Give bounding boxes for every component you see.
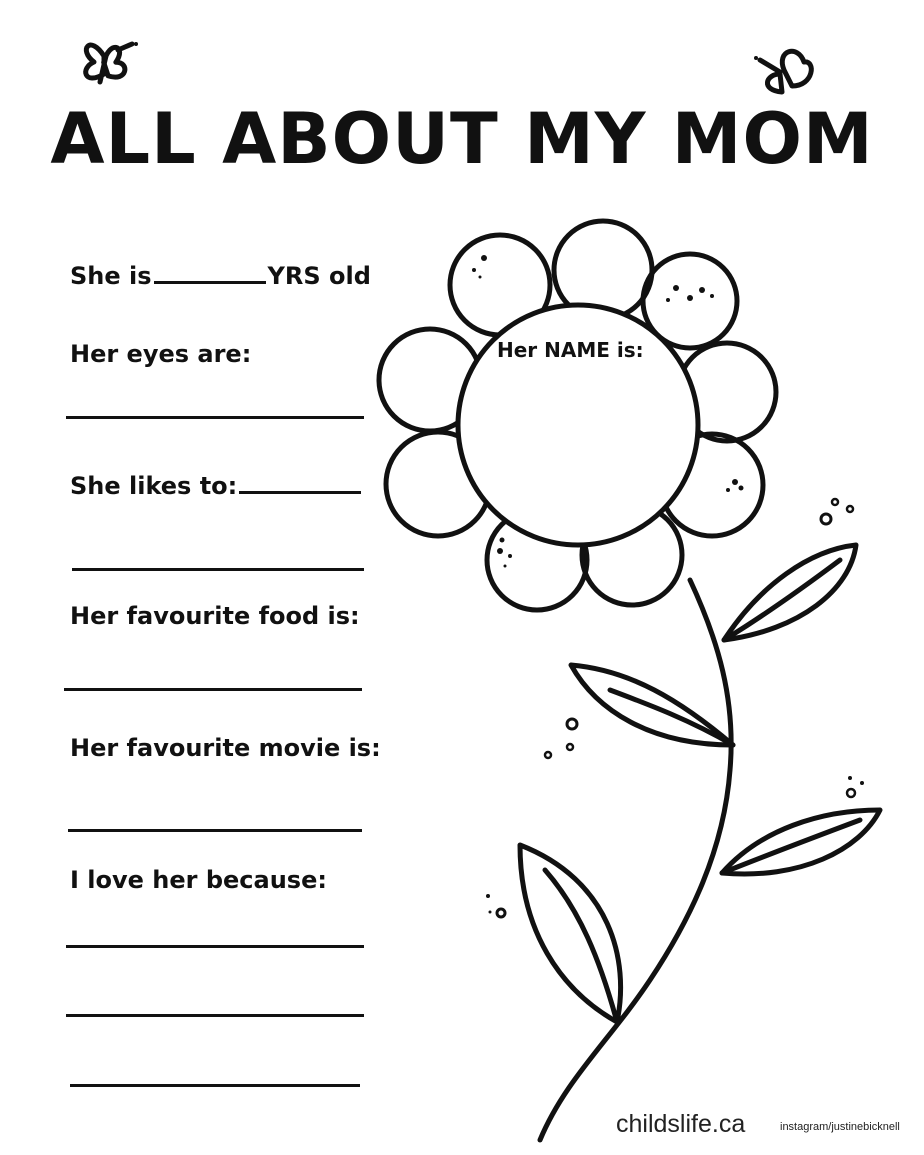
page-title: ALL ABOUT MY MOM: [50, 98, 874, 180]
food-prompt: Her favourite food is:: [70, 602, 360, 630]
eyes-answer-line[interactable]: [66, 416, 364, 419]
age-prompt: [70, 262, 371, 290]
love-answer-line-1[interactable]: [66, 945, 364, 948]
love-answer-line-2[interactable]: [66, 1014, 364, 1017]
movie-answer-line[interactable]: [68, 829, 362, 832]
love-answer-line-3[interactable]: [70, 1084, 360, 1087]
eyes-prompt: Her eyes are:: [70, 340, 252, 368]
likes-answer-inline-line[interactable]: [239, 473, 361, 494]
love-prompt: I love her because:: [70, 866, 327, 894]
age-prompt-prefix: She is: [70, 262, 152, 290]
butterfly-right-icon: [754, 51, 811, 92]
movie-prompt: Her favourite movie is:: [70, 734, 381, 762]
likes-prompt-label: She likes to:: [70, 472, 238, 500]
footer-instagram: instagram/justinebicknell: [780, 1121, 900, 1133]
butterfly-left-icon: [86, 42, 138, 82]
age-answer-line[interactable]: [154, 263, 266, 284]
likes-answer-line[interactable]: [72, 568, 364, 571]
age-prompt-suffix: YRS old: [267, 262, 371, 290]
flower-name-label: Her NAME is:: [497, 338, 644, 362]
likes-prompt: [70, 472, 363, 500]
food-answer-line[interactable]: [64, 688, 362, 691]
footer-site: childslife.ca: [616, 1110, 746, 1138]
